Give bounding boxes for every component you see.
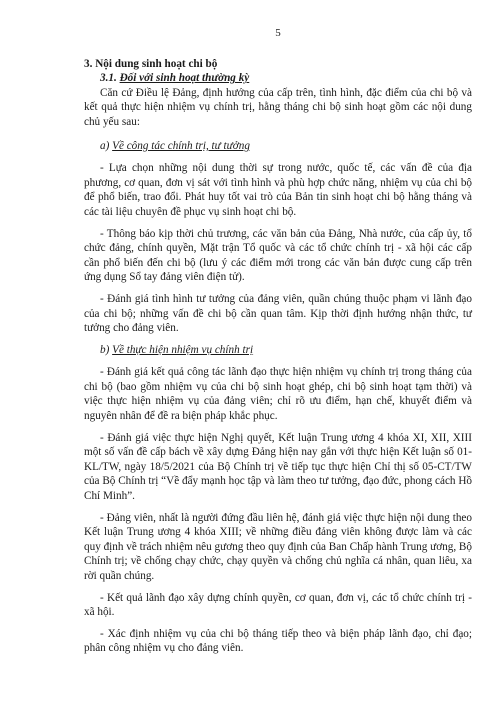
part-b-prefix: b): [100, 343, 110, 356]
paragraph: - Kết quả lãnh đạo xây dựng chính quyền, cơ quan, đơn vị, các tổ chức chính trị - xã hội.: [84, 591, 472, 619]
part-b-heading: [100, 343, 472, 358]
paragraph: - Đảng viên, nhất là người đứng đầu liên hệ, đánh giá việc thực hiện nội dung theo Kết luận Trung ương 4 khóa XIII; về những điều đảng viên không được làm và các quy định về trách nhiệm nêu gương theo quy định của Ban Chấp hành Trung ương, Bộ Chính trị; về chống chạy chức, chạy quyền và chống chủ nghĩa cá nhân, quan liêu, xa rời quần chúng.: [84, 511, 472, 582]
paragraph: - Đánh giá việc thực hiện Nghị quyết, Kết luận Trung ương 4 khóa XI, XII, XIII một số vấn đề cấp bách về xây dựng Đảng hiện nay gắn với thực hiện Kết luận số 01-KL/TW, ngày 18/5/2021 của Bộ Chính trị về tiếp tục thực hiện Chỉ thị số 05-CT/TW của Bộ Chính trị “Về đẩy mạnh học tập và làm theo tư tưởng, đạo đức, phong cách Hồ Chí Minh”.: [84, 431, 472, 503]
subsection-heading: [100, 71, 472, 86]
subsection-title: Đối với sinh hoạt thường kỳ: [119, 72, 250, 85]
intro-paragraph: Căn cứ Điều lệ Đảng, định hướng của cấp trên, tình hình, đặc điểm của chi bộ và kết quả thực hiện nhiệm vụ chính trị, hằng tháng chi bộ sinh hoạt gồm các nội dung chủ yếu sau:: [84, 86, 472, 128]
paragraph: - Lựa chọn những nội dung thời sự trong nước, quốc tế, các vấn đề của địa phương, cơ quan, đơn vị sát với tình hình và phù hợp chức năng, nhiệm vụ của chi bộ để phổ biến, trao đổi. Phát huy tốt vai trò của Bản tin sinh hoạt chi bộ hằng tháng và các tài liệu chuyên đề phục vụ sinh hoạt chi bộ.: [84, 162, 472, 218]
part-b-title: Về thực hiện nhiệm vụ chính trị: [112, 343, 254, 356]
part-a-title: Về công tác chính trị, tư tưởng: [112, 139, 250, 152]
paragraph: - Xác định nhiệm vụ của chi bộ tháng tiếp theo và biện pháp lãnh đạo, chỉ đạo; phân công nhiệm vụ cho đảng viên.: [84, 627, 472, 655]
subsection-number: 3.1.: [100, 72, 117, 85]
paragraph: - Đánh giá tình hình tư tưởng của đảng viên, quần chúng thuộc phạm vi lãnh đạo của chi bộ; những vấn đề chi bộ cần quan tâm. Kịp thời định hướng nhận thức, tư tưởng cho đảng viên.: [84, 292, 472, 335]
page-number: 5: [275, 27, 281, 39]
part-a-heading: [100, 139, 472, 154]
paragraph: - Thông báo kịp thời chủ trương, các văn bản của Đảng, Nhà nước, của cấp ủy, tổ chức đảng, chính quyền, Mặt trận Tổ quốc và các tổ chức chính trị - xã hội các cấp cần phổ biến đến chi bộ (lưu ý các điểm mới trong các văn bản được cung cấp trên ứng dụng Sổ tay đảng viên điện tử).: [84, 227, 472, 284]
part-a-prefix: a): [100, 139, 110, 152]
section-heading: 3. Nội dung sinh hoạt chi bộ: [84, 57, 218, 70]
paragraph: - Đánh giá kết quả công tác lãnh đạo thực hiện nhiệm vụ chính trị trong tháng của chi bộ (bao gồm nhiệm vụ của chi bộ sinh hoạt ghép, chi bộ sinh hoạt tạm thời) và việc thực hiện nhiệm vụ của đảng viên; chỉ rõ ưu điểm, hạn chế, khuyết điểm và nguyên nhân để đề ra biện pháp khắc phục.: [84, 366, 472, 423]
